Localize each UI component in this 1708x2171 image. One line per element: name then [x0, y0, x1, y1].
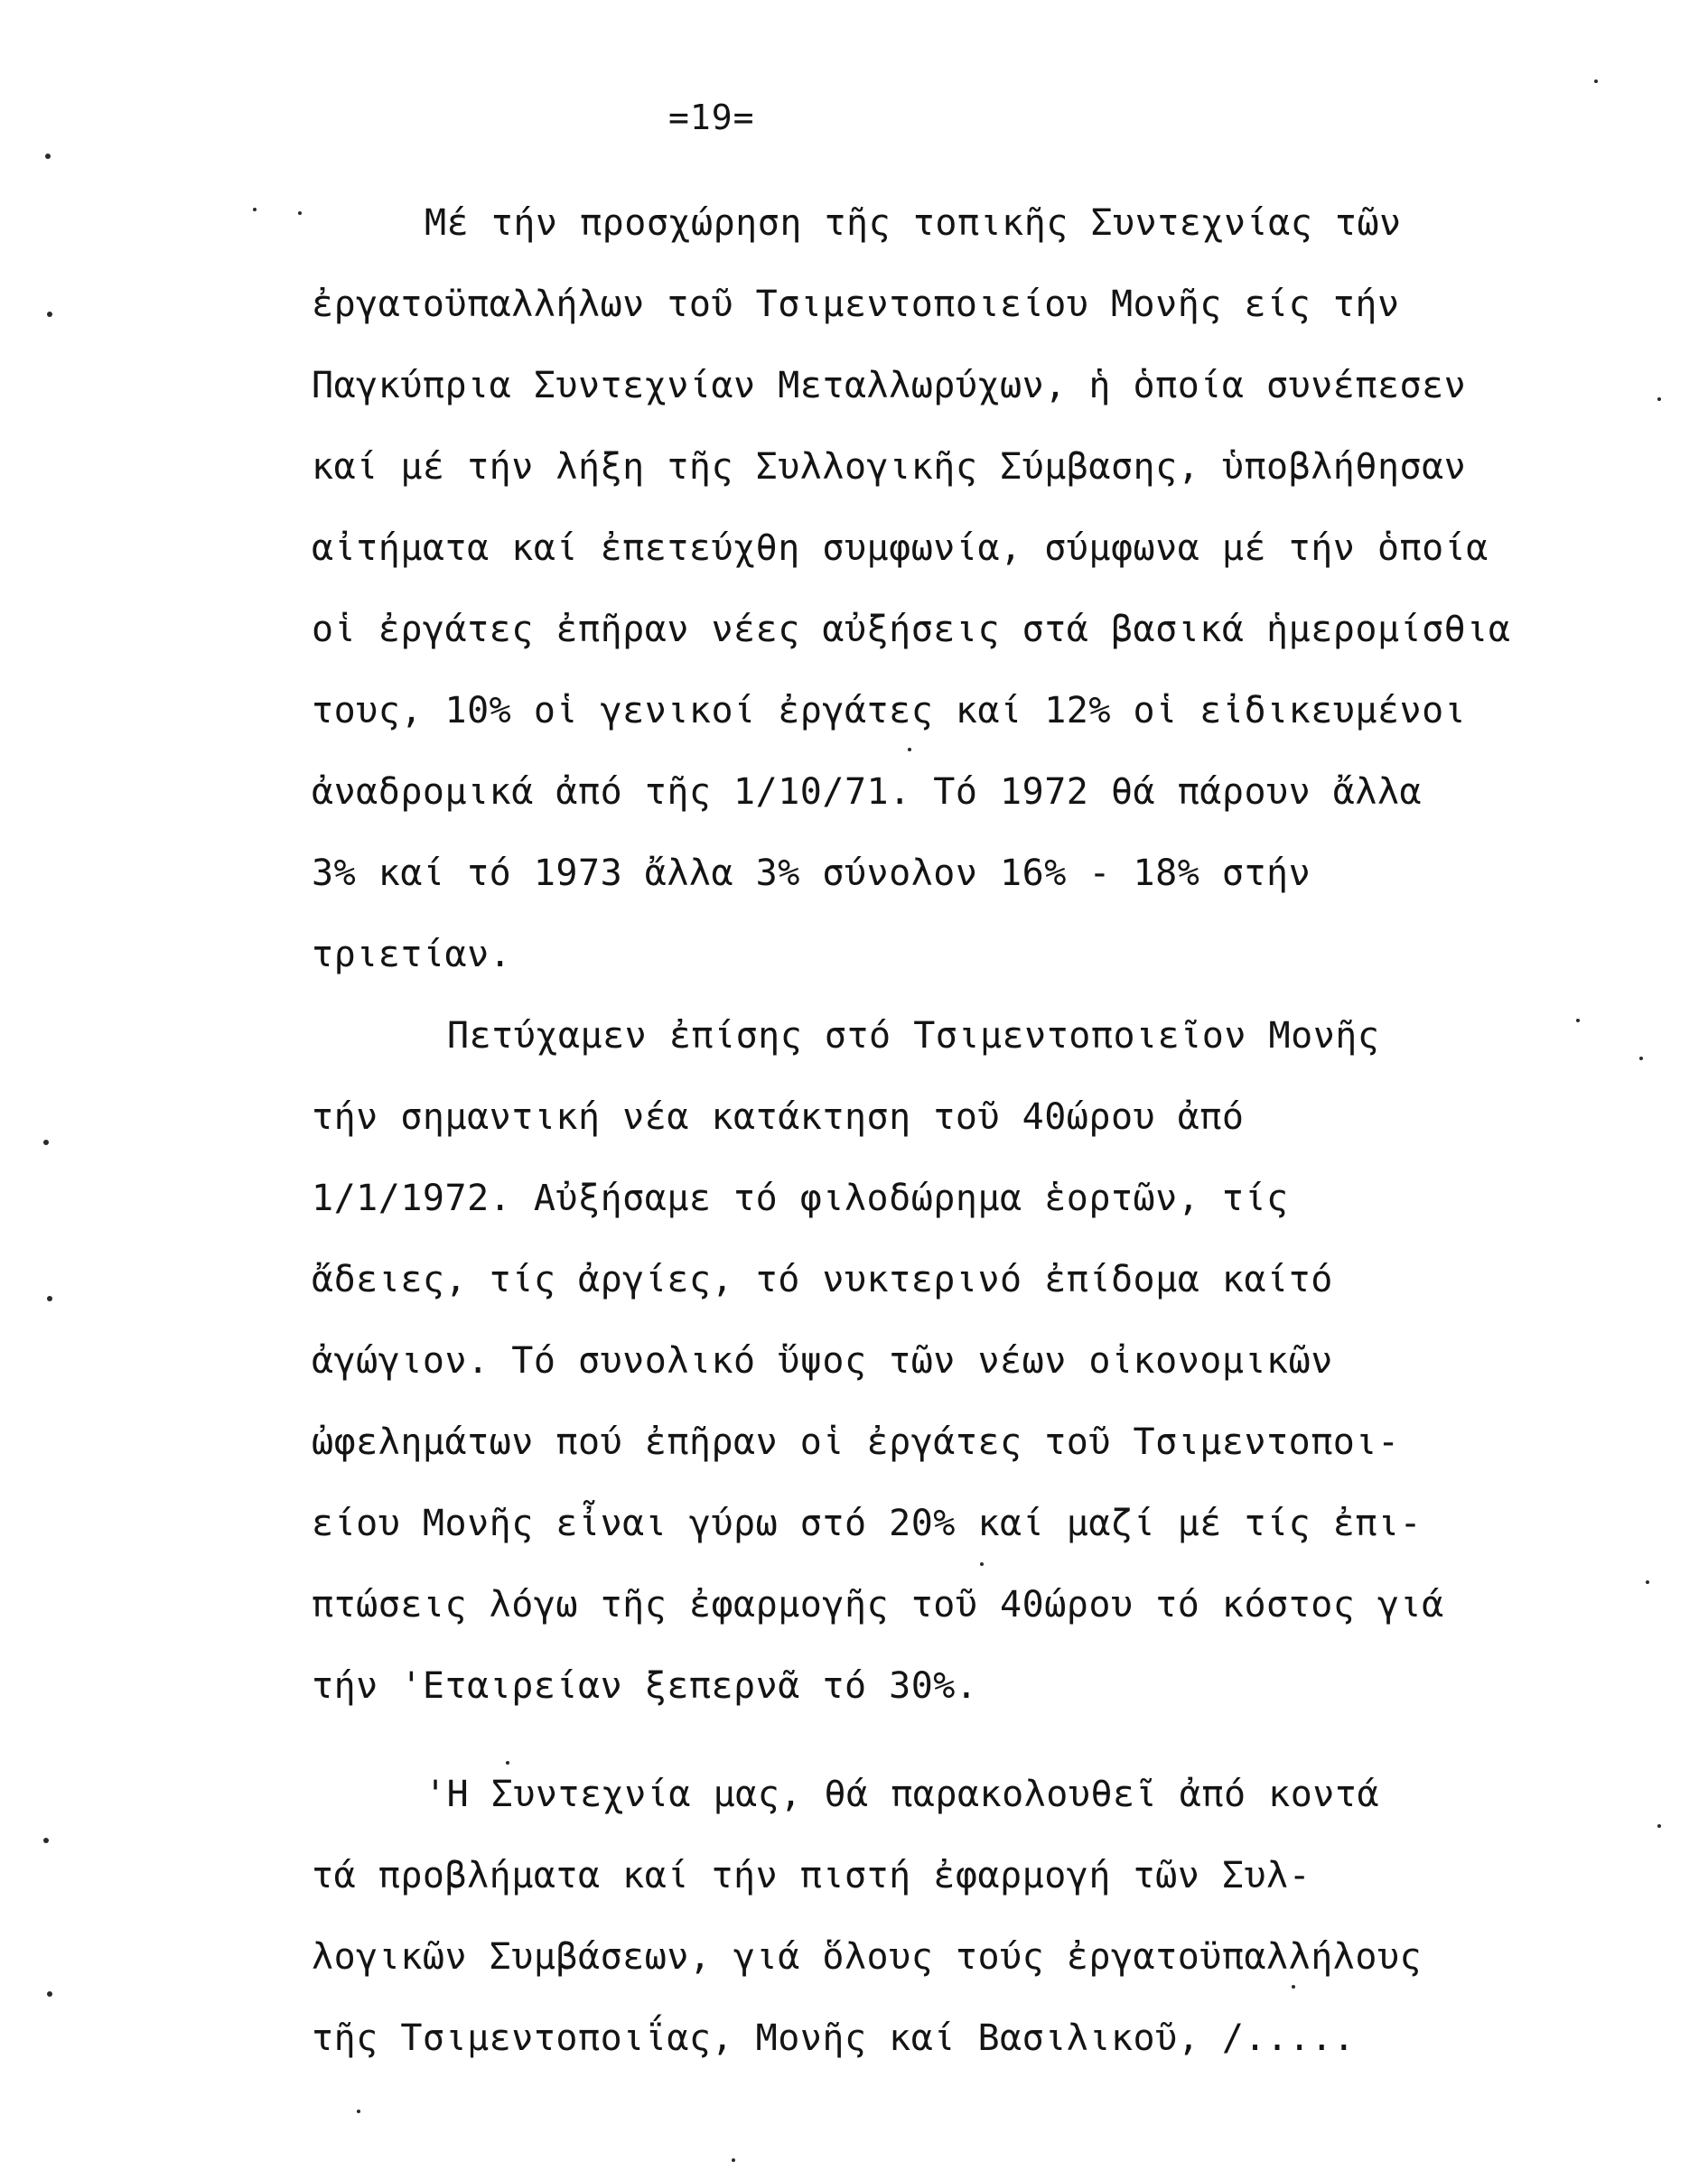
text-line: Παγκύπρια Συντεχνίαν Μεταλλωρύχων, ἡ ὁποία συνέπεσεν — [312, 365, 1467, 406]
scan-speck — [45, 154, 51, 159]
text-line: είου Μονῆς εἶναι γύρω στό 20% καί μαζί μέ τίς ἐπι- — [312, 1503, 1423, 1544]
scan-speck — [1657, 397, 1661, 401]
text-line: λογικῶν Συμβάσεων, γιά ὅλους τούς ἐργατοϋπαλλήλους — [312, 1936, 1423, 1978]
text-line: Μέ τήν προσχώρηση τῆς τοπικῆς Συντεχνίας τῶν — [425, 202, 1402, 244]
text-line: τους, 10% οἱ γενικοί ἐργάτες καί 12% οἱ εἰδικευμένοι — [312, 690, 1467, 731]
text-line: 'Η Συντεχνία μας, θά παρακολουθεῖ ἀπό κοντά — [425, 1774, 1380, 1815]
text-line: τά προβλήματα καί τήν πιστή ἐφαρμογή τῶν Συλ- — [312, 1855, 1311, 1896]
scan-speck — [43, 1838, 49, 1843]
scan-speck — [1576, 1019, 1580, 1022]
scan-speck — [908, 748, 911, 751]
text-line: τήν σημαντική νέα κατάκτηση τοῦ 40ώρου ἀπό — [312, 1096, 1245, 1138]
scan-speck — [357, 2110, 360, 2113]
text-line: ὠφελημάτων πού ἐπῆραν οἱ ἐργάτες τοῦ Τσιμεντοποι- — [312, 1421, 1400, 1463]
text-line: οἱ ἐργάτες ἐπῆραν νέες αὐξήσεις στά βασικά ἡμερομίσθια — [312, 609, 1511, 650]
scan-speck — [1639, 1057, 1643, 1060]
scan-speck — [732, 2158, 735, 2162]
scan-speck — [1646, 1580, 1649, 1584]
scan-speck — [253, 208, 257, 211]
text-line: ἐργατοϋπαλλήλων τοῦ Τσιμεντοποιείου Μονῆς είς τήν — [312, 284, 1400, 325]
scan-speck — [1594, 79, 1598, 83]
text-line: τριετίαν. — [312, 934, 512, 975]
scan-speck — [506, 1761, 509, 1765]
text-line: τήν 'Εταιρείαν ξεπερνᾶ τό 30%. — [312, 1665, 978, 1707]
text-line: Πετύχαμεν ἐπίσης στό Τσιμεντοποιεῖον Μονῆς — [447, 1015, 1380, 1057]
scan-speck — [43, 1140, 49, 1145]
scan-speck — [980, 1562, 984, 1566]
scan-speck — [47, 312, 52, 317]
scan-speck — [1292, 1985, 1295, 1989]
scan-speck — [1657, 1824, 1661, 1828]
text-line: ἀναδρομικά ἀπό τῆς 1/10/71. Τό 1972 θά πάρουν ἄλλα — [312, 771, 1423, 813]
text-line: τῆς Τσιμεντοποιΐας, Μονῆς καί Βασιλικοῦ, /..... — [312, 2017, 1356, 2059]
page-number: =19= — [668, 98, 755, 137]
text-line: 1/1/1972. Αὐξήσαμε τό φιλοδώρημα ἑορτῶν, τίς — [312, 1178, 1289, 1219]
text-line: καί μέ τήν λήξη τῆς Συλλογικῆς Σύμβασης, ὑποβλήθησαν — [312, 446, 1467, 488]
text-line: 3% καί τό 1973 ἄλλα 3% σύνολον 16% - 18% στήν — [312, 853, 1311, 894]
text-line: πτώσεις λόγω τῆς ἐφαρμογῆς τοῦ 40ώρου τό κόστος γιά — [312, 1584, 1444, 1626]
scan-speck — [298, 211, 302, 215]
text-line: ἀγώγιον. Τό συνολικό ὕψος τῶν νέων οἰκονομικῶν — [312, 1340, 1333, 1382]
text-line: αἰτήματα καί ἐπετεύχθη συμφωνία, σύμφωνα μέ τήν ὁποία — [312, 527, 1489, 569]
scan-speck — [47, 1991, 52, 1997]
scan-speck — [47, 1296, 52, 1301]
text-line: ἄδειες, τίς ἀργίες, τό νυκτερινό ἐπίδομα καίτό — [312, 1259, 1333, 1300]
